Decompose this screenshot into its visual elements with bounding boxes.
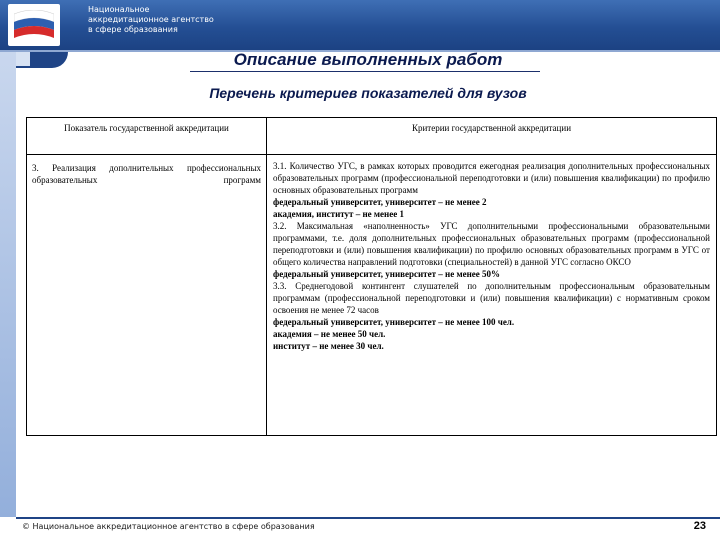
criterion-text: 3.2. Максимальная «наполненность» УГС дополнительными профессиональными образовательными программами, т.е. доля дополнительных профессиональных образовательных программ (профессиональной переподготовки и (или) повышения квалификации) по профилю основных образовательных программ в УГС от общего количества направлений подготовки (специальностей) в данной УГС согласно ОКСО <box>273 221 710 267</box>
page-number: 23 <box>693 520 706 532</box>
criterion-threshold: федеральный университет, университет – не менее 100 чел. <box>273 317 515 327</box>
title-underline <box>190 71 540 72</box>
org-line: Национальное <box>88 5 150 14</box>
criterion-threshold: федеральный университет, университет – не менее 2 <box>273 197 487 207</box>
indicator-text: 3. Реализация дополнительных профессиональных образовательных программ <box>32 163 261 185</box>
criterion-threshold: академия, институт – не менее 1 <box>273 209 404 219</box>
left-sidebar-stripe <box>0 52 16 517</box>
footer-rule <box>16 517 720 519</box>
criterion-text: 3.3. Среднегодовой контингент слушателей по дополнительным профессиональным образовательным программам (профессиональной переподготовки и (или) повышения квалификации) с нормативным сроком освоения не менее 72 часов <box>273 281 710 315</box>
table-row <box>27 155 717 436</box>
criterion-threshold: федеральный университет, университет – не менее 50% <box>273 269 500 279</box>
organization-name <box>88 5 214 35</box>
table-header-row <box>27 118 717 155</box>
flag-emblem-icon <box>14 10 54 40</box>
criterion-text: 3.1. Количество УГС, в рамках которых проводится ежегодная реализация дополнительных профессиональных образовательных программ (профессиональной переподготовки и (или) повышения квалификации) по профилю основных образовательных программ <box>273 161 710 195</box>
page-title: Описание выполненных работ <box>233 50 503 69</box>
criterion-threshold: академия – не менее 50 чел. <box>273 329 386 339</box>
indicator-cell <box>27 155 267 436</box>
org-line: аккредитационное агентство <box>88 15 214 24</box>
copyright-text: © Национальное аккредитационное агентство в сфере образования <box>22 522 315 531</box>
column-header: Критерии государственной аккредитации <box>267 118 717 155</box>
page-subtitle: Перечень критериев показателей для вузов <box>209 85 527 101</box>
criterion-threshold: институт – не менее 30 чел. <box>273 341 384 351</box>
criteria-cell <box>267 155 717 436</box>
agency-logo <box>8 4 60 46</box>
criteria-table <box>26 117 717 436</box>
org-line: в сфере образования <box>88 25 178 34</box>
header-band <box>0 0 720 50</box>
column-header: Показатель государственной аккредитации <box>27 118 267 155</box>
